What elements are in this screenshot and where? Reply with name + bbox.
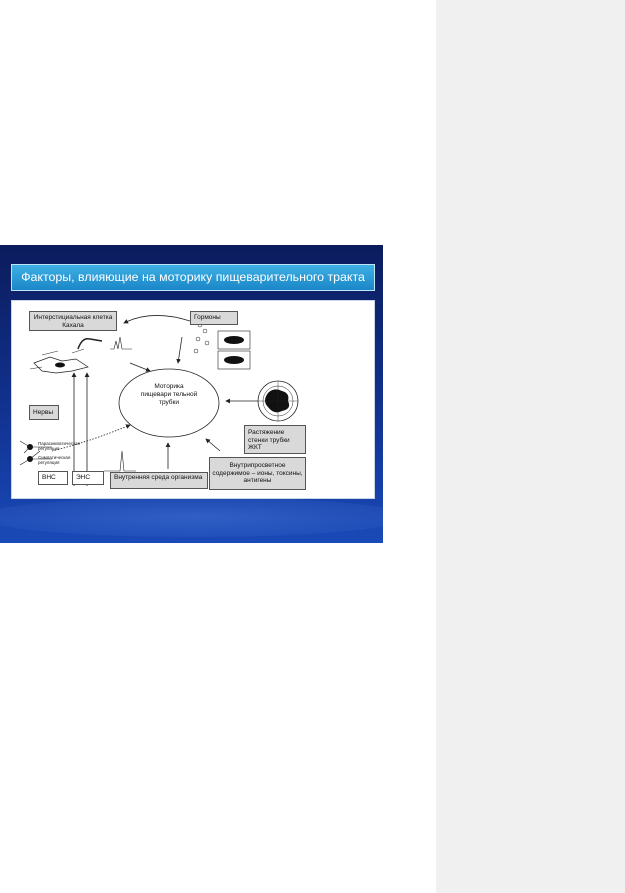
motility-label: Моторика пищевари тельной трубки (140, 383, 198, 406)
internal-env-trace (104, 451, 136, 471)
slide-sheen (0, 497, 383, 537)
icc-nucleus (55, 363, 65, 368)
sympathetic-label: Симпатическая регуляция (38, 455, 71, 465)
hormones-box: Гормоны (190, 311, 238, 325)
ens-box: ЭНС (72, 471, 104, 485)
diagram-panel (11, 300, 375, 499)
spike-trace (110, 337, 132, 349)
internal-environment-box: Внутренняя среда организма (110, 472, 208, 489)
arrow-hormones-to-motility (178, 337, 182, 363)
parasympathetic-label: Парасимпатическая регуляция (38, 441, 81, 451)
arrow-hormones-to-icc (124, 315, 190, 323)
icc-box: Интерстициальная клетка Кахала (29, 311, 117, 331)
arrow-icc-to-motility (130, 363, 150, 371)
vns-box: ВНС (38, 471, 68, 485)
slow-wave-trace (78, 339, 102, 349)
comment-margin (436, 0, 625, 893)
wall-stretch-box: Растяжение стенки трубки ЖКТ (244, 425, 306, 454)
luminal-content-box: Внутрипросветное содержимое – ионы, токсины, антигены (209, 457, 306, 490)
arrow-luminal-to-motility (206, 439, 220, 451)
slide-image (0, 245, 383, 543)
slide-title: Факторы, влияющие на моторику пищеварительного тракта (11, 264, 375, 291)
nerves-box: Нервы (29, 405, 59, 420)
